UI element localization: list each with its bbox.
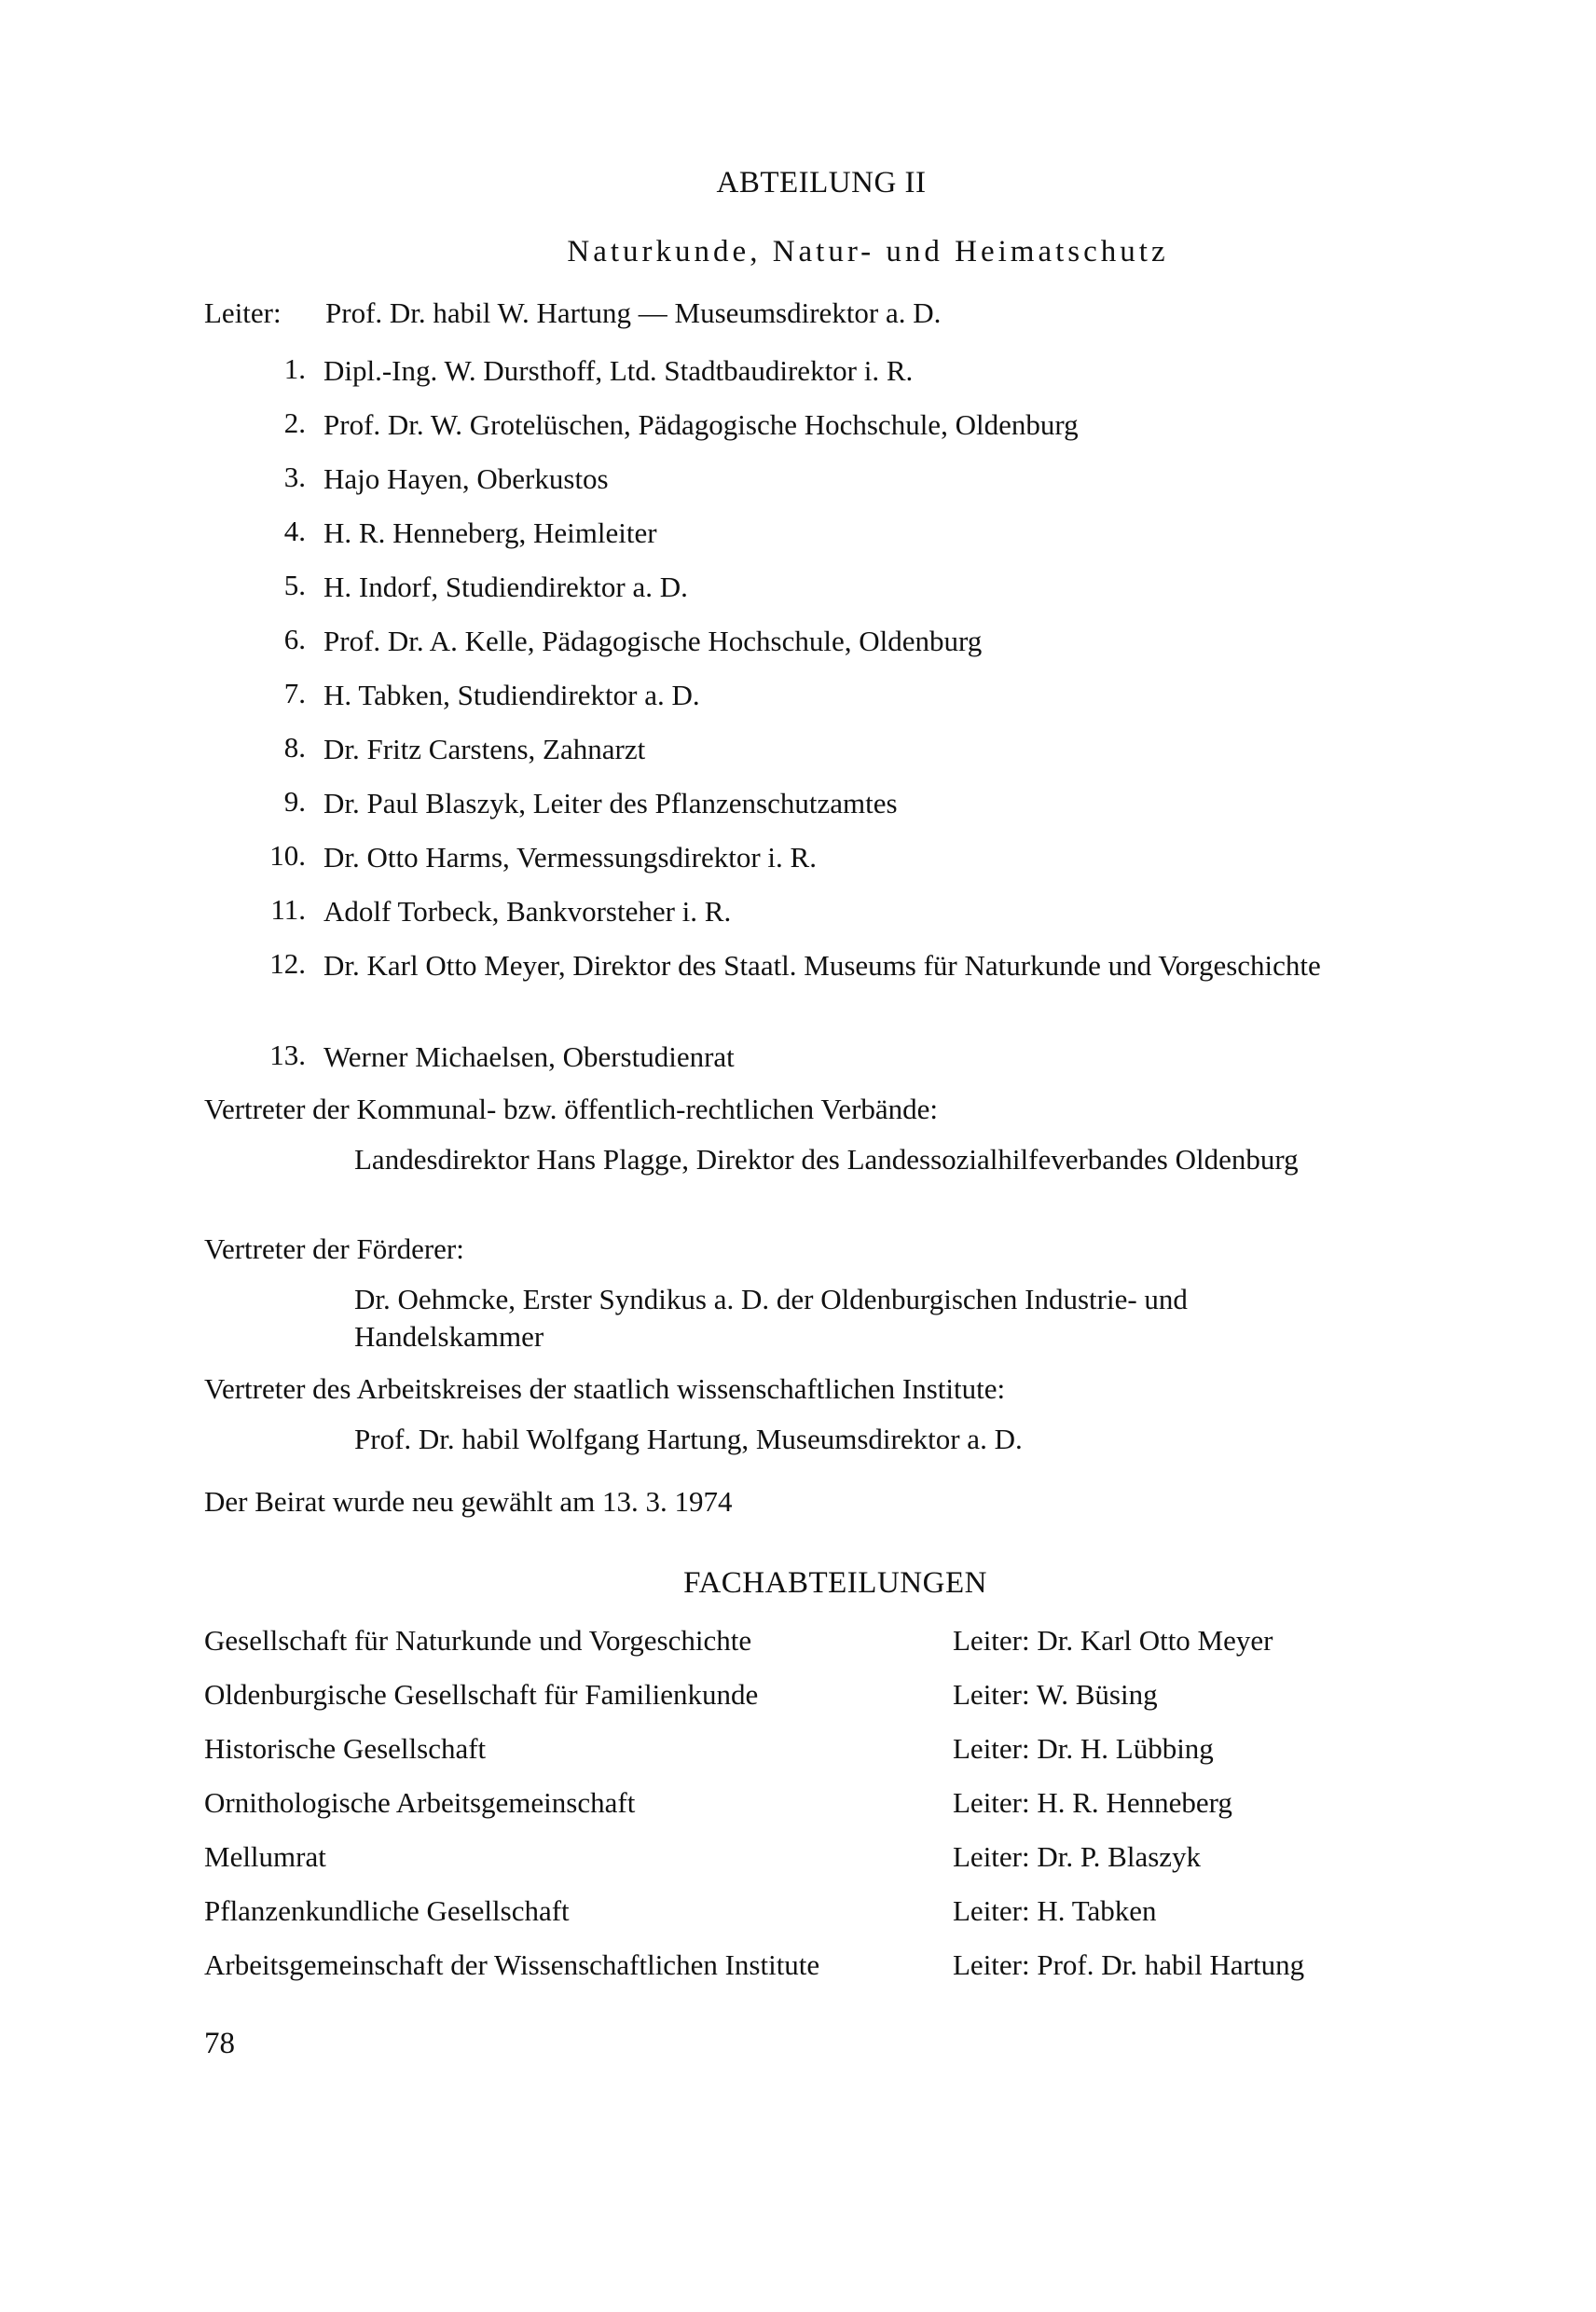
fachabteilung-leiter: Leiter: Dr. Karl Otto Meyer [953,1624,1273,1657]
member-number: 1. [283,352,306,385]
member-number: 5. [283,569,306,601]
member-number: 9. [283,785,306,818]
beirat-note: Der Beirat wurde neu gewählt am 13. 3. 1974 [204,1485,733,1518]
fachabteilung-leiter: Leiter: H. R. Henneberg [953,1786,1232,1819]
member-text: H. Tabken, Studiendirektor a. D. [323,679,700,711]
member-number: 7. [283,677,306,709]
section-title: ABTEILUNG II [716,166,927,200]
fachabteilungen-title: FACHABTEILUNGEN [683,1566,987,1600]
fachabteilung-leiter: Leiter: H. Tabken [953,1894,1157,1927]
fachabteilung-name: Ornithologische Arbeitsgemeinschaft [204,1786,636,1819]
member-text: H. Indorf, Studiendirektor a. D. [323,571,688,603]
fachabteilung-name: Historische Gesellschaft [204,1732,487,1765]
member-text: Dr. Karl Otto Meyer, Direktor des Staatl. Museums für Naturkunde und Vorgeschichte [323,949,1321,982]
member-text: Prof. Dr. A. Kelle, Pädagogische Hochschule, Oldenburg [323,625,983,657]
representative-label: Vertreter der Kommunal- bzw. öffentlich-rechtlichen Verbände: [204,1093,939,1125]
fachabteilung-name: Mellumrat [204,1840,326,1873]
member-text: H. R. Henneberg, Heimleiter [323,516,657,549]
leiter-text: Prof. Dr. habil W. Hartung — Museumsdirektor a. D. [325,296,942,329]
member-number: 12. [269,947,306,980]
member-text: Hajo Hayen, Oberkustos [323,462,609,495]
representative-text: Prof. Dr. habil Wolfgang Hartung, Museumsdirektor a. D. [354,1423,1023,1455]
page-number: 78 [204,2027,235,2060]
member-number: 2. [283,406,306,439]
leiter-row [204,296,941,330]
fachabteilung-leiter: Leiter: Prof. Dr. habil Hartung [953,1948,1305,1981]
member-text: Adolf Torbeck, Bankvorsteher i. R. [323,895,732,928]
representative-text: Dr. Oehmcke, Erster Syndikus a. D. der Oldenburgischen Industrie- und Handelskammer [354,1283,1188,1353]
representative-label: Vertreter des Arbeitskreises der staatlich wissenschaftlichen Institute: [204,1372,1006,1405]
member-number: 10. [269,839,306,872]
member-text: Dr. Paul Blaszyk, Leiter des Pflanzenschutzamtes [323,787,898,819]
member-number: 11. [270,893,306,926]
fachabteilung-leiter: Leiter: W. Büsing [953,1678,1158,1711]
representative-label: Vertreter der Förderer: [204,1232,464,1265]
fachabteilung-name: Pflanzenkundliche Gesellschaft [204,1894,570,1927]
fachabteilung-name: Arbeitsgemeinschaft der Wissenschaftlichen Institute [204,1948,820,1981]
member-number: 13. [269,1039,306,1071]
leiter-label: Leiter: [204,296,282,329]
member-text: Prof. Dr. W. Grotelüschen, Pädagogische Hochschule, Oldenburg [323,408,1079,441]
member-number: 8. [283,731,306,764]
fachabteilung-leiter: Leiter: Dr. H. Lübbing [953,1732,1214,1765]
fachabteilung-name: Oldenburgische Gesellschaft für Familienkunde [204,1678,759,1711]
section-subtitle: Naturkunde, Natur- und Heimatschutz [567,235,1169,268]
fachabteilung-leiter: Leiter: Dr. P. Blaszyk [953,1840,1202,1873]
member-text: Dipl.-Ing. W. Dursthoff, Ltd. Stadtbaudirektor i. R. [323,354,914,387]
member-number: 4. [283,515,306,547]
member-number: 3. [283,461,306,493]
member-text: Werner Michaelsen, Oberstudienrat [323,1040,735,1073]
member-number: 6. [283,623,306,655]
representative-text: Landesdirektor Hans Plagge, Direktor des Landessozialhilfeverbandes Oldenburg [354,1143,1299,1176]
member-text: Dr. Fritz Carstens, Zahnarzt [323,733,646,765]
fachabteilung-name: Gesellschaft für Naturkunde und Vorgeschichte [204,1624,752,1657]
member-text: Dr. Otto Harms, Vermessungsdirektor i. R. [323,841,817,874]
